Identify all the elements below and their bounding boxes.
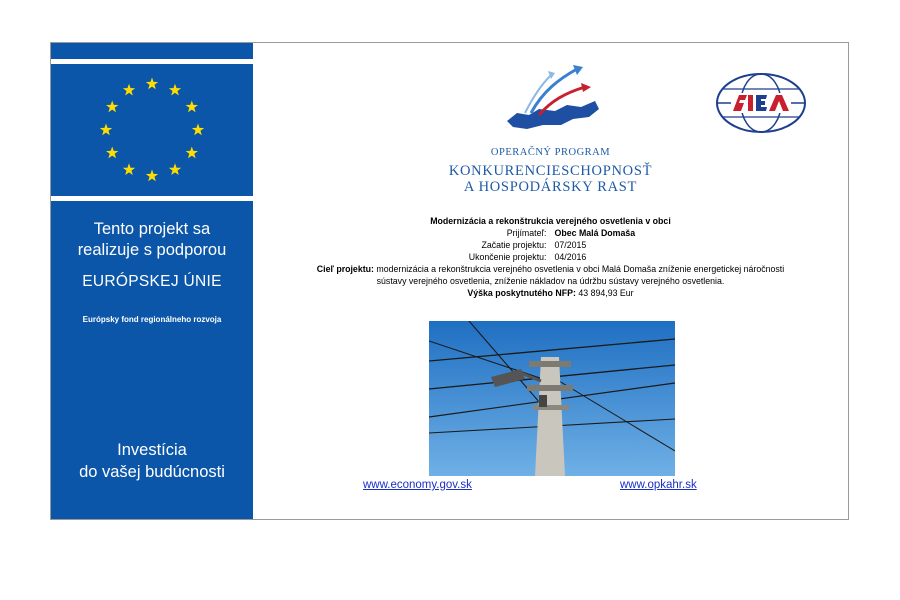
end-label: Ukončenie projektu:	[468, 252, 547, 262]
eu-star-icon	[169, 84, 181, 96]
right-panel	[253, 43, 848, 519]
street-lamp-photo	[429, 321, 675, 476]
eu-star-icon	[146, 170, 158, 182]
nfp-row	[253, 287, 848, 299]
end-row	[253, 251, 848, 263]
eu-star-icon	[186, 147, 198, 159]
program-label: OPERAČNÝ PROGRAM	[490, 147, 611, 158]
eu-star-icon	[192, 124, 204, 136]
eu-star-icon	[123, 163, 135, 175]
economy-link[interactable]: www.economy.gov.sk	[363, 479, 472, 491]
eu-star-icon	[106, 101, 118, 113]
start-label: Začatie projektu:	[481, 240, 547, 250]
eu-star-icon	[100, 124, 112, 136]
eu-stars-icon	[51, 64, 253, 196]
eu-support-box	[51, 201, 253, 519]
recipient-value: Obec Malá Domaša	[554, 228, 636, 238]
support-line-1: Tento projekt sa	[93, 220, 211, 238]
nfp-value: 43 894,93 Eur	[578, 288, 634, 298]
goal-text-1: modernizácia a rekonštrukcia verejného osvetlenia v obci Malá Domaša zníženie energetickej náročnosti	[373, 264, 785, 274]
project-poster	[50, 42, 849, 520]
start-row	[253, 239, 848, 251]
start-value: 07/2015	[554, 240, 587, 250]
support-line-2: realizuje s podporou	[77, 241, 227, 259]
nfp-label: Výška poskytnutého NFP:	[467, 288, 576, 298]
left-panel	[51, 43, 253, 519]
goal-line-1	[253, 263, 848, 275]
end-value: 04/2016	[554, 252, 587, 262]
opkahr-link[interactable]: www.opkahr.sk	[620, 479, 697, 491]
program-name	[253, 163, 848, 195]
goal-label: Cieľ projektu:	[316, 264, 374, 274]
investment-slogan	[51, 439, 253, 483]
project-info	[253, 215, 848, 299]
recipient-row	[253, 227, 848, 239]
eu-star-icon	[106, 147, 118, 159]
eu-star-icon	[146, 78, 158, 90]
eu-flag	[51, 64, 253, 196]
program-name-line-1: KONKURENCIESCHOPNOSŤ	[448, 163, 653, 179]
siea-logo-icon	[713, 71, 809, 135]
eu-star-icon	[169, 163, 181, 175]
eu-star-icon	[186, 101, 198, 113]
slogan-line-1: Investícia	[117, 441, 187, 459]
recipient-label: Prijímateľ:	[506, 228, 547, 238]
goal-text-2: sústavy verejného osvetlenia, zníženie nákladov na údržbu sústavy verejného osvetlenia.	[376, 276, 725, 286]
fund-label: Európsky fond regionálneho rozvoja	[82, 315, 222, 324]
program-name-line-2: A HOSPODÁRSKY RAST	[463, 179, 638, 195]
slogan-line-2: do vašej budúcnosti	[79, 463, 225, 481]
eu-union-label: EURÓPSKEJ ÚNIE	[82, 273, 222, 290]
eu-star-icon	[123, 84, 135, 96]
op-program-logo-icon	[503, 61, 603, 135]
project-title: Modernizácia a rekonštrukcia verejného osvetlenia v obci	[430, 216, 671, 226]
support-text	[51, 219, 253, 261]
top-blue-strip	[51, 43, 253, 59]
